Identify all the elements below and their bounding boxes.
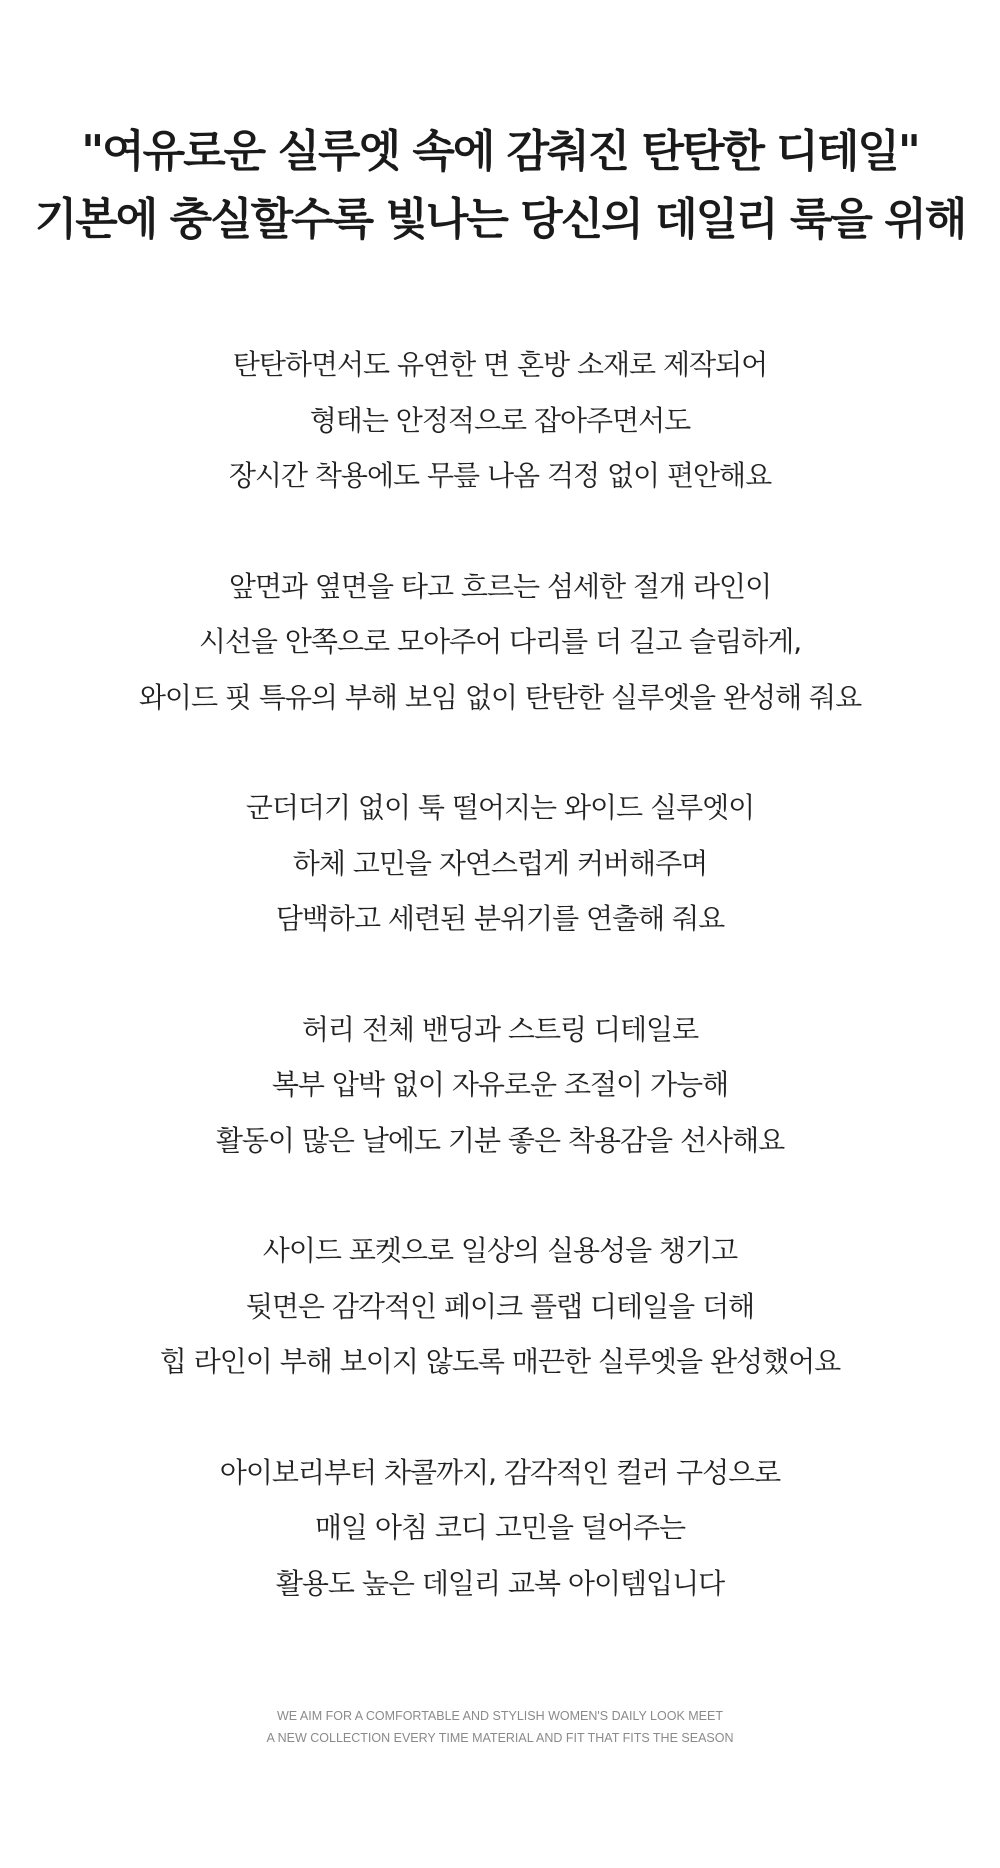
text-line: 활용도 높은 데일리 교복 아이템입니다 [275,1566,725,1600]
text-line: 형태는 안정적으로 잡아주면서도 [309,403,691,437]
text-line: 시선을 안쪽으로 모아주어 다리를 더 길고 슬림하게, [198,625,802,658]
text-line: 허리 전체 밴딩과 스트링 디테일로 [301,1012,699,1046]
text-line: 뒷면은 감각적인 페이크 플랩 디테일을 더해 [245,1289,755,1323]
paragraph-waistband [0,1002,1000,1169]
footer-note [0,1705,1000,1749]
text-line: 담백하고 세련된 분위기를 연출해 줘요 [275,902,725,935]
text-line: 힙 라인이 부해 보이지 않도록 매끈한 실루엣을 완성했어요 [159,1345,841,1378]
text-line: 와이드 핏 특유의 부해 보임 없이 탄탄한 실루엣을 완성해 줘요 [138,680,862,714]
text-line: 활동이 많은 날에도 기분 좋은 착용감을 선사해요 [215,1123,785,1157]
paragraph-colors [0,1445,1000,1612]
paragraph-pockets [0,1223,1000,1390]
text-line: 군더더기 없이 툭 떨어지는 와이드 실루엣이 [245,791,755,824]
footer-line: WE AIM FOR A COMFORTABLE AND STYLISH WOMEN'S DAILY LOOK MEET [277,1709,723,1723]
paragraph-cut-line [0,559,1000,726]
headline-line-quote: "여유로운 실루엣 속에 감춰진 탄탄한 디테일" [81,126,919,177]
headline-line-tagline: 기본에 충실할수록 빛나는 당신의 데일리 룩을 위해 [34,194,966,245]
text-line: 탄탄하면서도 유연한 면 혼방 소재로 제작되어 [232,348,768,381]
footer-line: A NEW COLLECTION EVERY TIME MATERIAL AND FIT THAT FITS THE SEASON [266,1731,734,1745]
text-line: 앞면과 옆면을 타고 흐르는 섬세한 절개 라인이 [228,569,772,603]
text-line: 장시간 착용에도 무릎 나옴 걱정 없이 편안해요 [228,459,772,492]
text-line: 사이드 포켓으로 일상의 실용성을 챙기고 [262,1234,738,1267]
text-line: 매일 아침 코디 고민을 덜어주는 [314,1511,686,1544]
text-line: 아이보리부터 차콜까지, 감각적인 컬러 구성으로 [219,1455,781,1489]
text-line: 하체 고민을 자연스럽게 커버해주며 [292,846,708,880]
headline [0,118,1000,254]
paragraph-silhouette [0,780,1000,947]
text-line: 복부 압박 없이 자유로운 조절이 가능해 [271,1068,729,1101]
paragraph-material [0,337,1000,504]
body-copy [0,337,1000,1666]
